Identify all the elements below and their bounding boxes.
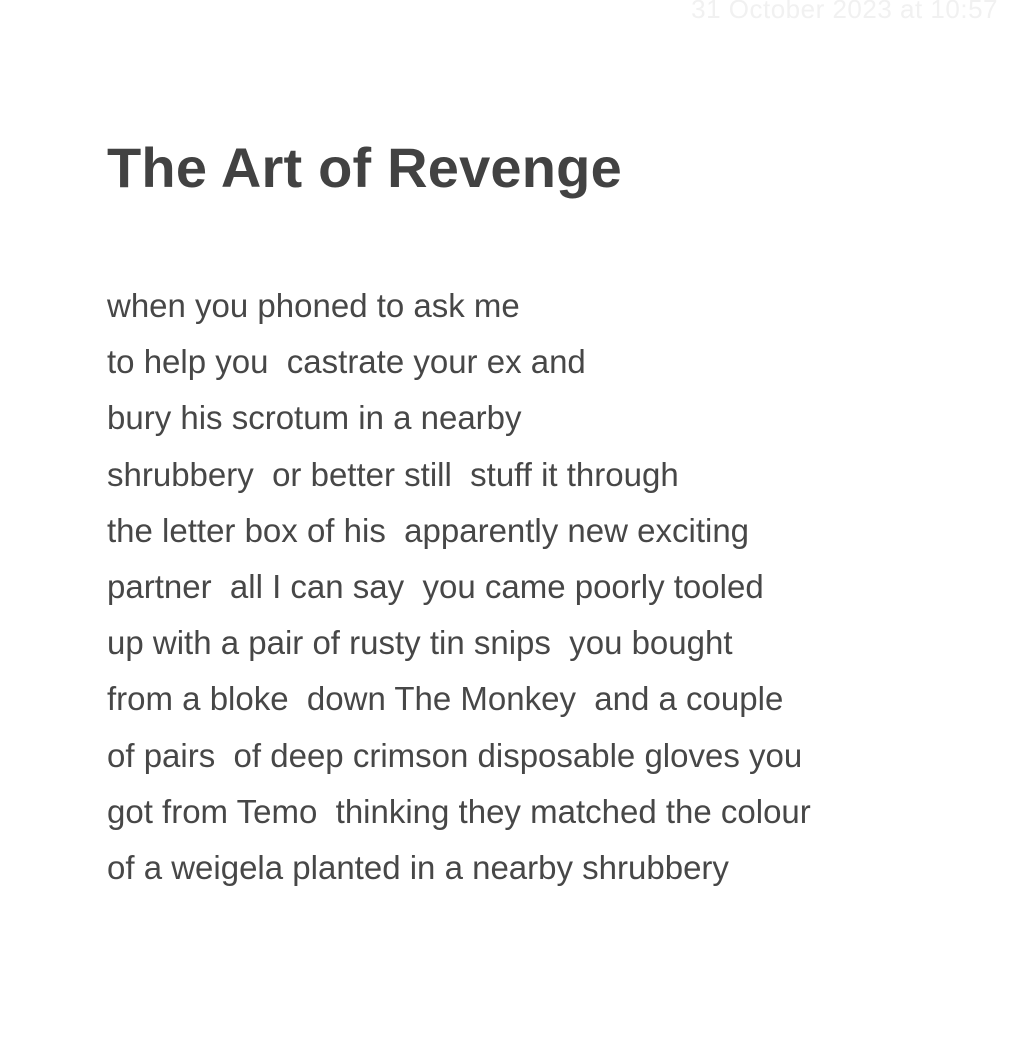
poem-line: to help you castrate your ex and bbox=[107, 343, 586, 381]
note-body bbox=[107, 278, 987, 896]
poem-line: when you phoned to ask me bbox=[107, 287, 520, 324]
poem-line: the letter box of his apparently new exciting bbox=[107, 511, 750, 549]
poem-line: bury his scrotum in a nearby bbox=[107, 399, 522, 437]
poem-line: shrubbery or better still stuff it through bbox=[107, 455, 679, 493]
note-timestamp: 31 October 2023 at 10:57 bbox=[691, 0, 998, 24]
note-title: The Art of Revenge bbox=[107, 136, 622, 199]
poem-line: of a weigela planted in a nearby shrubbery bbox=[107, 849, 729, 887]
poem-line: up with a pair of rusty tin snips you bought bbox=[107, 624, 733, 662]
poem-line: of pairs of deep crimson disposable gloves you bbox=[107, 736, 803, 774]
poem-line: got from Temo thinking they matched the colour bbox=[107, 792, 811, 830]
poem-line: partner all I can say you came poorly tooled bbox=[107, 568, 764, 606]
poem-line: from a bloke down The Monkey and a couple bbox=[107, 680, 784, 718]
note-content bbox=[107, 132, 987, 896]
